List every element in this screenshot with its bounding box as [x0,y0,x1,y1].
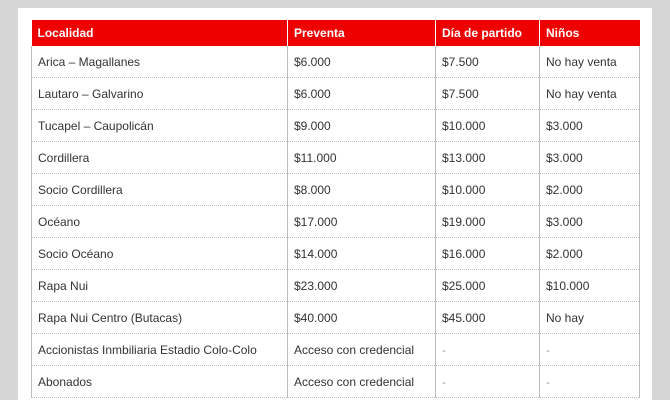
table-row [32,78,640,110]
cell-preventa: $23.000 [288,270,436,302]
cell-preventa: $40.000 [288,302,436,334]
cell-dia-de-partido: $7.500 [436,78,540,110]
cell-ninos: No hay [540,302,640,334]
cell-localidad: Tucapel – Caupolicán [32,110,288,142]
cell-ninos: $3.000 [540,142,640,174]
cell-dia-de-partido: $10.000 [436,110,540,142]
cell-ninos: No hay venta [540,46,640,78]
table-row [32,206,640,238]
cell-preventa: $17.000 [288,206,436,238]
cell-localidad: Arica – Magallanes [32,46,288,78]
cell-dia-de-partido: - [436,366,540,398]
ticket-prices-table [31,20,640,398]
cell-dia-de-partido: $10.000 [436,174,540,206]
cell-preventa: Acceso con credencial [288,334,436,366]
cell-localidad: Abonados [32,366,288,398]
cell-localidad: Cordillera [32,142,288,174]
cell-ninos: No hay venta [540,78,640,110]
cell-localidad: Rapa Nui Centro (Butacas) [32,302,288,334]
cell-preventa: $11.000 [288,142,436,174]
cell-localidad: Lautaro – Galvarino [32,78,288,110]
cell-preventa: $6.000 [288,78,436,110]
cell-ninos: $2.000 [540,174,640,206]
cell-localidad: Accionistas Inmbiliaria Estadio Colo-Colo [32,334,288,366]
cell-ninos: - [540,366,640,398]
cell-preventa: $14.000 [288,238,436,270]
cell-ninos: $10.000 [540,270,640,302]
cell-dia-de-partido: $7.500 [436,46,540,78]
cell-dia-de-partido: - [436,334,540,366]
cell-preventa: Acceso con credencial [288,366,436,398]
cell-ninos: - [540,334,640,366]
table-row [32,366,640,398]
cell-preventa: $9.000 [288,110,436,142]
header-ninos: Niños [540,20,640,46]
cell-ninos: $2.000 [540,238,640,270]
table-row [32,110,640,142]
cell-preventa: $6.000 [288,46,436,78]
cell-ninos: $3.000 [540,110,640,142]
table-row [32,142,640,174]
cell-localidad: Socio Cordillera [32,174,288,206]
table-row [32,334,640,366]
content-panel [18,8,652,400]
header-dia-de-partido: Día de partido [436,20,540,46]
cell-dia-de-partido: $19.000 [436,206,540,238]
table-row [32,270,640,302]
cell-dia-de-partido: $13.000 [436,142,540,174]
cell-localidad: Océano [32,206,288,238]
cell-localidad: Socio Océano [32,238,288,270]
table-row [32,174,640,206]
table-row [32,302,640,334]
table-row [32,238,640,270]
header-preventa: Preventa [288,20,436,46]
cell-dia-de-partido: $16.000 [436,238,540,270]
cell-dia-de-partido: $45.000 [436,302,540,334]
cell-localidad: Rapa Nui [32,270,288,302]
header-localidad: Localidad [32,20,288,46]
table-row [32,46,640,78]
cell-preventa: $8.000 [288,174,436,206]
cell-ninos: $3.000 [540,206,640,238]
table-header-row [32,20,640,46]
cell-dia-de-partido: $25.000 [436,270,540,302]
